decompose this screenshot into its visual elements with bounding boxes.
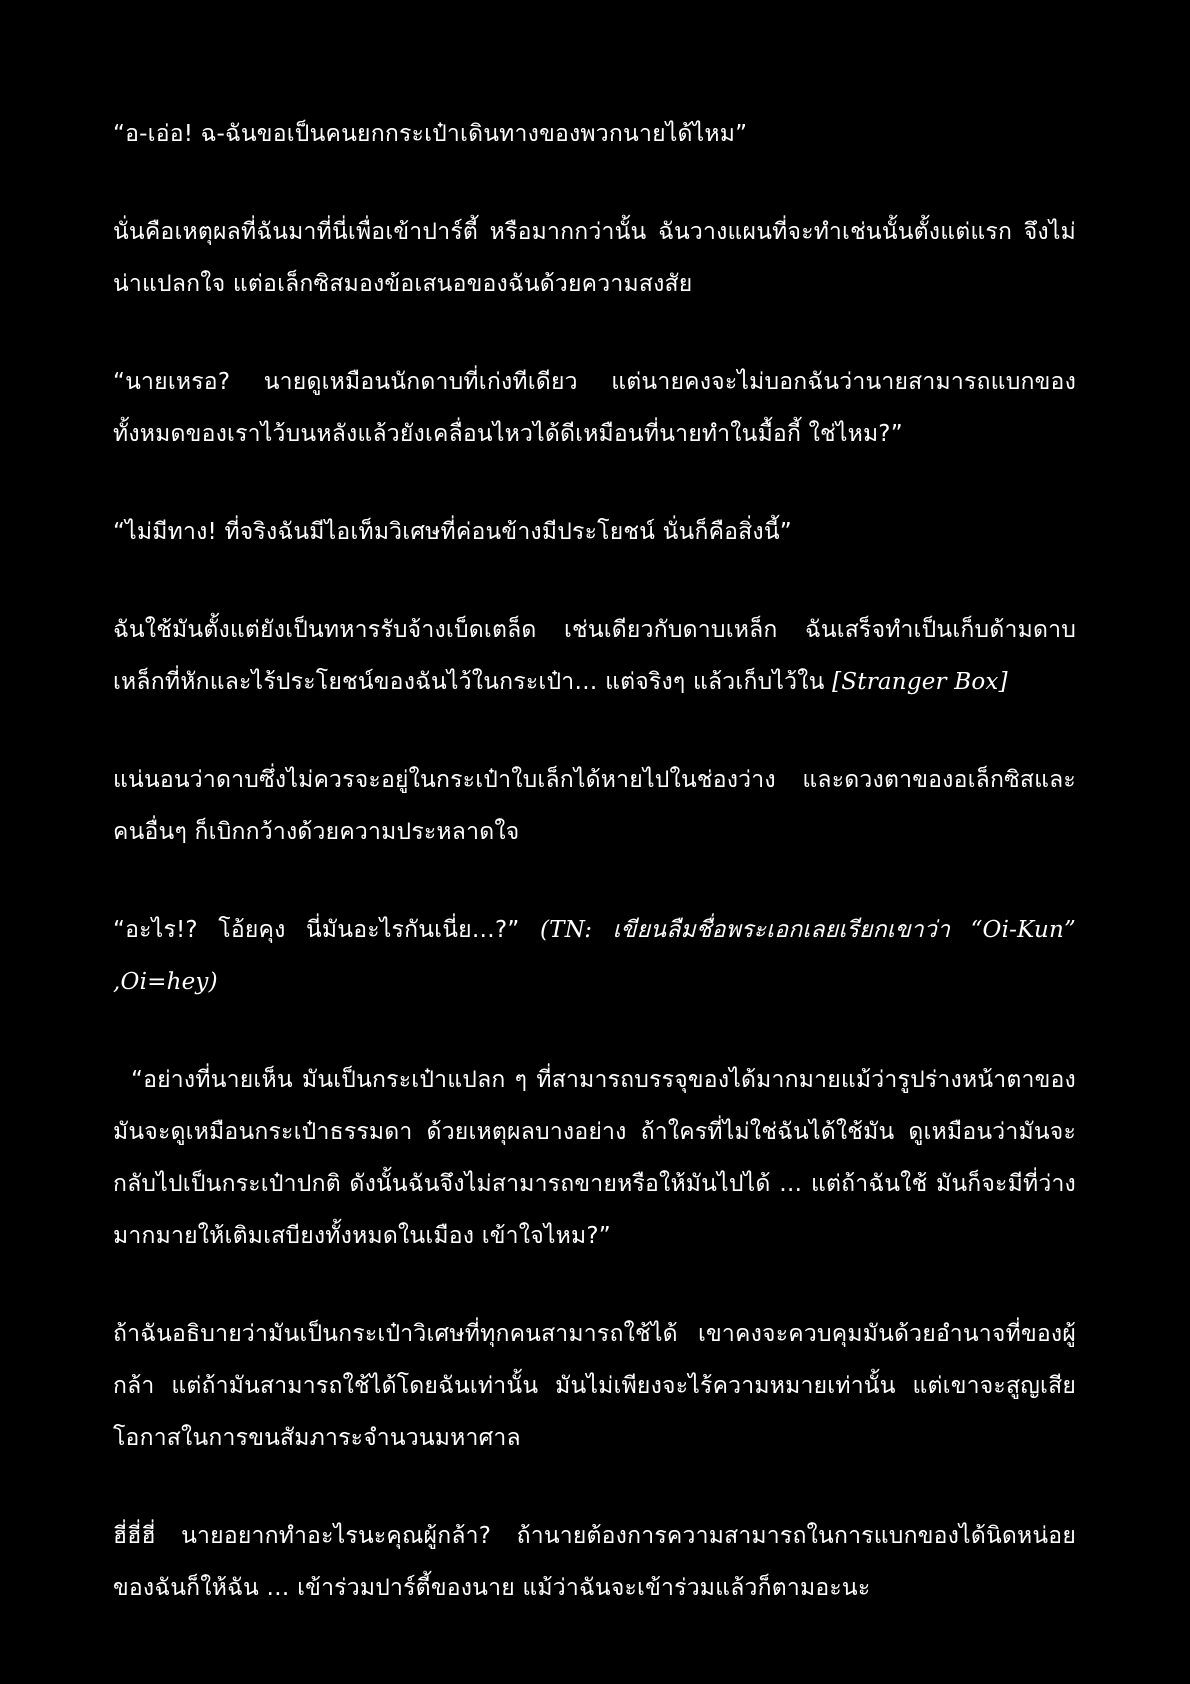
paragraph-5 xyxy=(113,604,1076,708)
paragraph-9 xyxy=(113,1308,1076,1464)
paragraph-2 xyxy=(113,206,1076,310)
translator-note: (TN: เขียนลืมชื่อพระเอกเลยเรียกเขาว่า “Oi-Kun” ,Oi=hey) xyxy=(113,917,1076,995)
paragraph-4-text: “ไม่มีทาง! ที่จริงฉันมีไอเท็มวิเศษที่ค่อนข้างมีประโยชน์ นั่นก็คือสิ่งนี้” xyxy=(113,519,792,545)
paragraph-8 xyxy=(113,1054,1076,1262)
paragraph-8-text: “อย่างที่นายเห็น มันเป็นกระเป๋าแปลก ๆ ที่สามารถบรรจุของได้มากมายแม้ว่ารูปร่างหน้าตาของมันจะดูเหมือนกระเป๋าธรรมดา ด้วยเหตุผลบางอย่าง ถ้าใครที่ไม่ใช่ฉันได้ใช้มัน ดูเหมือนว่ามันจะกลับไปเป็นกระเป๋าปกติ ดังนั้นฉันจึงไม่สามารถขายหรือให้มันไปได้ … แต่ถ้าฉันใช้ มันก็จะมีที่ว่างมากมายให้เติมเสบียงทั้งหมดในเมือง เข้าใจไหม?” xyxy=(113,1067,1076,1249)
paragraph-1-text: “อ-เอ่อ! ฉ-ฉันขอเป็นคนยกกระเป๋าเดินทางของพวกนายได้ไหม” xyxy=(113,121,748,147)
paragraph-10 xyxy=(113,1510,1076,1614)
paragraph-7-text: “อะไร!? โอ้ยคุง นี่มันอะไรกันเนี่ย…?” xyxy=(113,917,540,943)
paragraph-5-text: ฉันใช้มันตั้งแต่ยังเป็นทหารรับจ้างเบ็ดเตล็ด เช่นเดียวกับดาบเหล็ก ฉันเสร็จทำเป็นเก็บด้ามดาบเหล็กที่หักและไร้ประโยชน์ของฉันไว้ในกระเป๋า… แต่จริงๆ แล้วเก็บไว้ใน xyxy=(113,617,1076,695)
paragraph-1 xyxy=(113,108,1076,160)
paragraph-4 xyxy=(113,506,1076,558)
paragraph-2-text: นั่นคือเหตุผลที่ฉันมาที่นี่เพื่อเข้าปาร์ตี้ หรือมากกว่านั้น ฉันวางแผนที่จะทำเช่นนั้นตั้งแต่แรก จึงไม่น่าแปลกใจ แต่อเล็กซิสมองข้อเสนอของฉันด้วยความสงสัย xyxy=(113,219,1076,297)
paragraph-3-text: “นายเหรอ? นายดูเหมือนนักดาบที่เก่งทีเดียว แต่นายคงจะไม่บอกฉันว่านายสามารถแบกของทั้งหมดของเราไว้บนหลังแล้วยังเคลื่อนไหวได้ดีเหมือนที่นายทำในมื้อกี้ ใช่ไหม?” xyxy=(113,369,1076,447)
paragraph-6-text: แน่นอนว่าดาบซึ่งไม่ควรจะอยู่ในกระเป๋าใบเล็กได้หายไปในช่องว่าง และดวงตาของอเล็กซิสและคนอื่นๆ ก็เบิกกว้างด้วยความประหลาดใจ xyxy=(113,767,1076,845)
item-name-stranger-box: [Stranger Box] xyxy=(832,669,1008,695)
story-text xyxy=(113,108,1076,1660)
paragraph-7 xyxy=(113,904,1076,1008)
paragraph-6 xyxy=(113,754,1076,858)
paragraph-3 xyxy=(113,356,1076,460)
paragraph-10-text: ฮี่ฮี่ฮี่ นายอยากทำอะไรนะคุณผู้กล้า? ถ้านายต้องการความสามารถในการแบกของได้นิดหน่อยของฉันก็ให้ฉัน … เข้าร่วมปาร์ตี้ของนาย แม้ว่าฉันจะเข้าร่วมแล้วก็ตามอะนะ xyxy=(113,1523,1076,1601)
paragraph-9-text: ถ้าฉันอธิบายว่ามันเป็นกระเป๋าวิเศษที่ทุกคนสามารถใช้ได้ เขาคงจะควบคุมมันด้วยอำนาจที่ของผู้กล้า แต่ถ้ามันสามารถใช้ได้โดยฉันเท่านั้น มันไม่เพียงจะไร้ความหมายเท่านั้น แต่เขาจะสูญเสีย โอกาสในการขนสัมภาระจำนวนมหาศาล xyxy=(113,1321,1076,1451)
